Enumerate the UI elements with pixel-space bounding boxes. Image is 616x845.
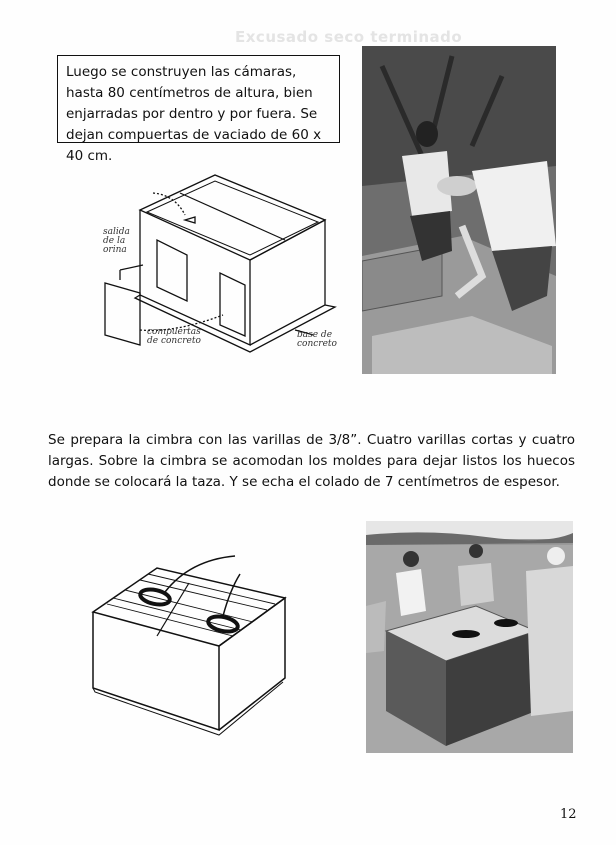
photo-building-chambers	[362, 46, 556, 374]
page-number: 12	[560, 807, 577, 822]
body-paragraph: Se prepara la cimbra con las varillas de 3/8”. Cuatro varillas cortas y cuatro largas. Sobre la cimbra se acomodan los moldes para dejar listos los huecos donde se colocará la taza. Y se echa el colado de 7 centímetros de espesor.	[48, 432, 575, 490]
label-compuertas: compuertas de concreto	[147, 327, 201, 346]
caption-box: Luego se construyen las cámaras, hasta 80 centímetros de altura, bien enjarradas por dentro y por fuera. Se dejan compuertas de vaciado de 60 x 40 cm.	[57, 55, 340, 143]
label-salida-orina: salida de la orina	[103, 227, 130, 255]
faint-header-title: Excusado seco terminado	[235, 28, 463, 46]
photo-finished-slab	[366, 521, 573, 753]
label-base-concreto: base de concreto	[297, 330, 337, 349]
slab-diagram	[85, 550, 295, 745]
